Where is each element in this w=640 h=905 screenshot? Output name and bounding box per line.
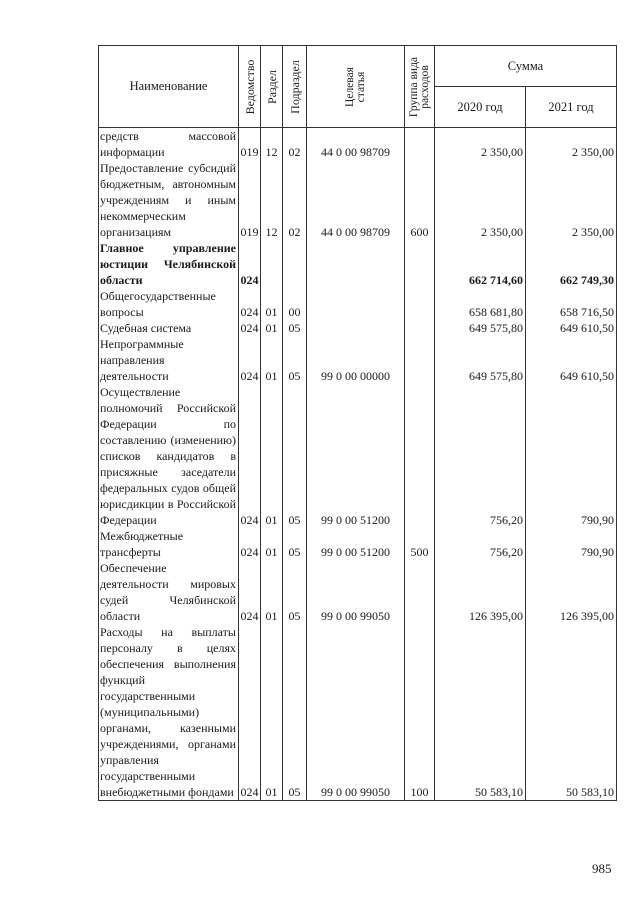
row-sum-2020: 649 575,80: [435, 320, 526, 336]
table-body: [99, 128, 617, 801]
row-sum-2021: 790,90: [526, 384, 617, 528]
row-sum-2021: 662 749,30: [526, 240, 617, 288]
row-podrazdel: 05: [283, 384, 307, 528]
row-sum-2021: 2 350,00: [526, 128, 617, 161]
row-sum-2021: 50 583,10: [526, 624, 617, 801]
table-row: [99, 384, 617, 528]
row-sum-2020: 2 350,00: [435, 128, 526, 161]
row-celevaya-statya: 99 0 00 51200: [307, 384, 405, 528]
header-vedomstvo: Ведомство: [239, 46, 261, 128]
row-podrazdel: 05: [283, 336, 307, 384]
row-razdel: 01: [261, 320, 283, 336]
row-podrazdel: [283, 240, 307, 288]
row-podrazdel: 00: [283, 288, 307, 320]
row-sum-2020: 50 583,10: [435, 624, 526, 801]
row-razdel: 01: [261, 560, 283, 624]
table-row: [99, 528, 617, 560]
row-vedomstvo: 019: [239, 128, 261, 161]
row-sum-2020: 2 350,00: [435, 160, 526, 240]
row-name: средств массовой информации: [99, 128, 239, 161]
row-sum-2021: 2 350,00: [526, 160, 617, 240]
row-sum-2020: 756,20: [435, 528, 526, 560]
row-gruppa: [405, 240, 435, 288]
row-name: Осуществление полномочий Российской Федерации по составлению (изменению) списков кандидатов в присяжные заседатели федеральных судов общей юрисдикции в Российской Федерации: [99, 384, 239, 528]
row-vedomstvo: 024: [239, 336, 261, 384]
row-gruppa: [405, 288, 435, 320]
header-summa: Сумма: [435, 46, 617, 87]
row-vedomstvo: 024: [239, 288, 261, 320]
row-razdel: 12: [261, 128, 283, 161]
row-name: Обеспечение деятельности мировых судей Челябинской области: [99, 560, 239, 624]
row-vedomstvo: 024: [240, 321, 259, 335]
row-gruppa: [405, 320, 435, 336]
header-year-2021: 2021 год: [526, 87, 617, 128]
header-name: Наименование: [99, 46, 239, 128]
row-gruppa: 500: [405, 528, 435, 560]
row-sum-2020: 658 681,80: [435, 288, 526, 320]
table-row: [99, 320, 617, 336]
row-razdel: [261, 240, 283, 288]
row-sum-2020: 662 714,60: [435, 240, 526, 288]
row-celevaya-statya: 99 0 00 99050: [307, 560, 405, 624]
row-razdel: 01: [261, 384, 283, 528]
row-gruppa: [405, 384, 435, 528]
row-celevaya-statya: [307, 288, 405, 320]
row-razdel: 01: [261, 528, 283, 560]
table-row: [99, 160, 617, 240]
table-row: [99, 560, 617, 624]
row-gruppa: [405, 560, 435, 624]
row-vedomstvo: 024: [239, 560, 261, 624]
row-podrazdel: 05: [283, 560, 307, 624]
row-name: Непрограммные направления деятельности: [99, 336, 239, 384]
row-razdel: 12: [261, 160, 283, 240]
row-sum-2021: 126 395,00: [526, 560, 617, 624]
row-vedomstvo: 024: [239, 384, 261, 528]
row-razdel: 01: [261, 624, 283, 801]
row-celevaya-statya: [307, 320, 405, 336]
header-year-2020: 2020 год: [435, 87, 526, 128]
budget-table-wrapper: [98, 45, 616, 801]
table-row: [99, 240, 617, 288]
row-celevaya-statya: 44 0 00 98709: [307, 128, 405, 161]
row-gruppa: [405, 128, 435, 161]
header-podrazdel: Подраздел: [283, 46, 307, 128]
page-number: 985: [592, 861, 612, 876]
row-sum-2020: 649 575,80: [435, 336, 526, 384]
row-celevaya-statya: 99 0 00 00000: [307, 336, 405, 384]
row-podrazdel: 02: [283, 128, 307, 161]
row-name: Общегосударственные вопросы: [99, 288, 239, 320]
row-gruppa: 100: [405, 624, 435, 801]
row-gruppa: 600: [405, 160, 435, 240]
row-sum-2021: 658 716,50: [526, 288, 617, 320]
row-name: Предоставление субсидий бюджетным, автономным учреждениям и иным некоммерческим организациям: [99, 160, 239, 240]
row-sum-2020: 126 395,00: [435, 560, 526, 624]
row-vedomstvo: 019: [239, 160, 261, 240]
row-celevaya-statya: 99 0 00 99050: [307, 624, 405, 801]
header-gruppa-vida-rashodov: Группа вида расходов: [405, 46, 435, 128]
row-podrazdel: 05: [283, 528, 307, 560]
table-row: [99, 128, 617, 161]
table-row: [99, 624, 617, 801]
table-row: [99, 336, 617, 384]
row-celevaya-statya: [307, 240, 405, 288]
row-podrazdel: 02: [283, 160, 307, 240]
header-celevaya-statya: Целевая статья: [307, 46, 405, 128]
row-vedomstvo: 024: [239, 240, 261, 288]
row-razdel: 01: [261, 336, 283, 384]
row-celevaya-statya: 44 0 00 98709: [307, 160, 405, 240]
budget-table: [98, 45, 617, 801]
row-sum-2021: 790,90: [526, 528, 617, 560]
row-sum-2021: 649 610,50: [526, 336, 617, 384]
row-vedomstvo: 024: [239, 528, 261, 560]
row-celevaya-statya: 99 0 00 51200: [307, 528, 405, 560]
row-name: Расходы на выплаты персоналу в целях обеспечения выполнения функций государственными (муниципальными) органами, казенными учреждениями, органами управления государственными внебюджетными фондами: [99, 624, 239, 801]
row-vedomstvo: 024: [239, 624, 261, 801]
row-gruppa: [405, 336, 435, 384]
row-sum-2020: 756,20: [435, 384, 526, 528]
row-sum-2021: 649 610,50: [526, 320, 617, 336]
row-podrazdel: 05: [283, 624, 307, 801]
row-podrazdel: 05: [283, 320, 307, 336]
table-row: [99, 288, 617, 320]
row-name: Главное управление юстиции Челябинской области: [99, 240, 239, 288]
row-name: Межбюджетные трансферты: [99, 528, 239, 560]
row-razdel: 01: [261, 288, 283, 320]
row-name: Судебная система: [99, 320, 239, 336]
header-razdel: Раздел: [261, 46, 283, 128]
